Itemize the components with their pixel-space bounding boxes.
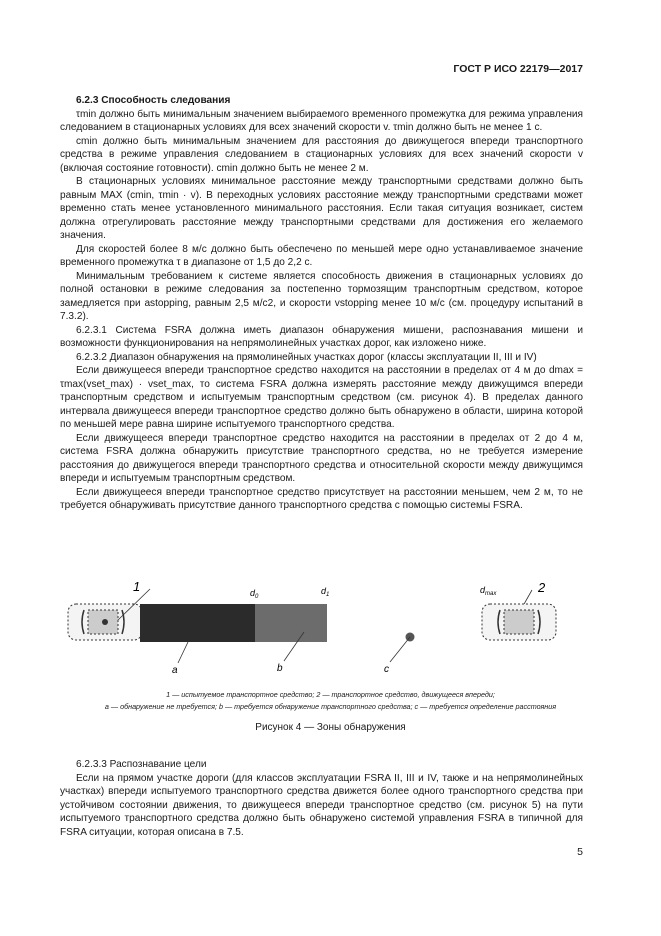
label-dmax-sub: max xyxy=(485,591,497,597)
label-b: b xyxy=(277,663,283,674)
paragraph: Если на прямом участке дороги (для классов эксплуатации FSRA II, III и IV, также и на непрямолинейных участках) впереди испытуемого транспортного средства движется более одного транспортного средства при устойчивом состоянии движения, то движущееся впереди транспортное средство (см. рисунок 5) на пути испытуемого транспортного средства должно быть обнаружено системой управления FSRA в типичной для FSRA ситуации, которая описана в 7.5. xyxy=(60,772,583,838)
svg-text:dmax xyxy=(480,585,497,597)
main-text xyxy=(60,90,583,513)
svg-text:d1 xyxy=(321,586,329,598)
paragraph: Минимальным требованием к системе является способность движения в стационарных условиях до полной остановки в режиме следования за постепенно тормозящим транспортным средством, которое замедляется при astopping, равным 2,5 м/с2, и скорости vstopping менее 10 м/с (см. процедуру испытаний в 7.3.2). xyxy=(60,270,583,322)
label-d1: d xyxy=(321,586,327,596)
paragraph: Если движущееся впереди транспортное средство находится на расстоянии в пределах от 4 м до dmax = τmax(vset_max) · vset_max, то система FSRA должна измерять расстояние между движущимся впереди транспортным средством и испытуемым транспортным средством (см. рисунок 4). В пределах данного интервала движущееся впереди транспортное средство должно быть обнаружено в области, ширина которой по меньшей мере равна ширине испытуемого транспортного средства. xyxy=(60,365,583,430)
section-heading: 6.2.3.3 Распознавание цели xyxy=(76,759,207,770)
page-number: 5 xyxy=(577,846,583,858)
lead-vehicle-icon xyxy=(482,604,556,640)
paragraph: Для скоростей более 8 м/с должно быть обеспечено по меньшей мере одно устанавливаемое значение временного промежутка τ в диапазоне от 1,5 до 2,2 с. xyxy=(60,243,583,268)
label-2: 2 xyxy=(538,580,546,595)
label-d1-sub: 1 xyxy=(326,592,330,598)
test-vehicle-icon xyxy=(68,604,142,640)
label-a: a xyxy=(172,665,178,676)
detection-zones-figure xyxy=(60,580,583,700)
label-c: c xyxy=(384,664,389,675)
figure-note-line-2: a — обнаружение не требуется; b — требуется обнаружение транспортного средства; c — требуется определение расстояния xyxy=(104,702,557,711)
paragraph: Если движущееся впереди транспортное средство присутствует на расстоянии меньшем, чем 2 м, то не требуется обнаруживать присутствие данного транспортного средства с помощью системы FSRA. xyxy=(60,486,583,511)
figure-title: Рисунок 4 — Зоны обнаружения xyxy=(255,722,406,733)
zone-a xyxy=(140,604,255,642)
section-2-text xyxy=(60,758,583,839)
label-dmax: d xyxy=(480,585,486,595)
paragraph: Если движущееся впереди транспортное средство находится на расстоянии в пределах от 2 до 4 м, система FSRA должна обнаружить присутствие транспортного средства, но не требуется измерение расстояния до движущегося впереди транспортного средства и относительной скорости между движущимся впереди и испытуемым транспортным средством. xyxy=(60,432,583,484)
paragraph: τmin должно быть минимальным значением выбираемого временного промежутка для режима управления следованием в стационарных условиях для всех значений скорости v. τmin должно быть не менее 1 с. xyxy=(60,108,583,133)
section-heading: 6.2.3 Способность следования xyxy=(76,95,231,106)
svg-text:d0 xyxy=(250,588,259,600)
label-d0: d xyxy=(250,588,256,598)
label-d0-sub: 0 xyxy=(255,594,259,600)
paragraph: cmin должно быть минимальным значением для расстояния до движущегося впереди транспортного средства в режиме управления следованием в стационарных условиях для всех значений скорости v (включая состояние готовности). cmin должно быть не менее 2 м. xyxy=(60,135,583,174)
zone-b xyxy=(255,604,327,642)
paragraph: 6.2.3.1 Система FSRA должна иметь диапазон обнаружения мишени, распознавания мишени и возможности функционирования на непрямолинейных участках дорог, как изложено ниже. xyxy=(60,324,583,349)
paragraph: 6.2.3.2 Диапазон обнаружения на прямолинейных участках дорог (классы эксплуатации II, III и IV) xyxy=(76,351,537,363)
figure-note-line-1: 1 — испытуемое транспортное средство; 2 — транспортное средство, движущееся впереди; xyxy=(166,690,495,699)
paragraph: В стационарных условиях минимальное расстояние между транспортными средствами должно быть равным MAX (cmin, τmin · v). В переходных условиях расстояние между транспортными средствами может временно стать менее установленного минимального расстояния. Если такая ситуация возникает, систем должна отрегулировать расстояние между транспортными средствами для достижения его желаемого значения. xyxy=(60,176,583,241)
standard-header: ГОСТ Р ИСО 22179—2017 xyxy=(453,63,583,75)
label-1: 1 xyxy=(133,580,141,594)
